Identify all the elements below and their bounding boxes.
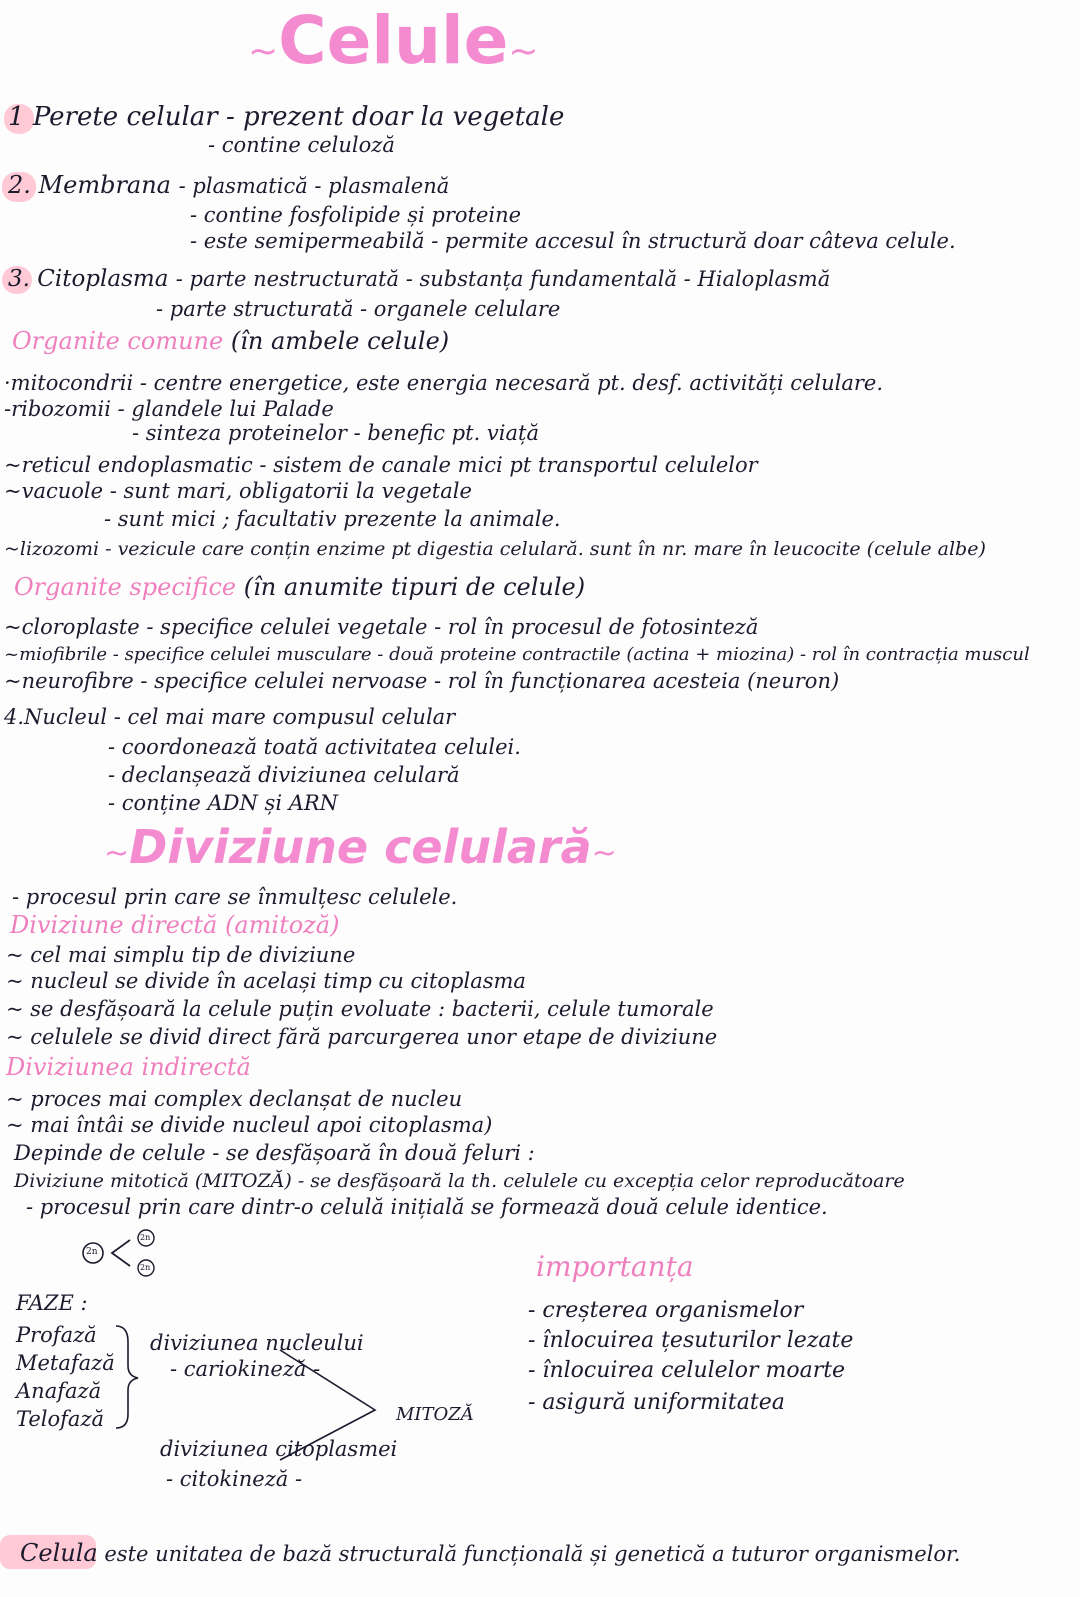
conclusion: Celula este unitatea de bază structurală funcțională și genetică a tuturor organismelor. [20,1539,961,1567]
conclusion-highlight: Celula [20,1539,98,1567]
diviziune-intro: - procesul prin care se înmulțesc celulele. [12,885,458,909]
child-cell-label: 2n [140,1263,151,1272]
importanta-item: - înlocuirea celulelor moarte [528,1358,846,1383]
cell-division-sketch [82,1226,172,1280]
faze-heading: FAZE : [16,1291,88,1315]
importanta-item: - înlocuirea țesuturilor lezate [528,1328,854,1353]
diviziunea-nucleului: diviziunea nucleului [150,1331,364,1355]
diviziunea-citoplasmei: diviziunea citoplasmei [160,1437,398,1461]
organite-specifice-item: ~miofibrile - specifice celulei musculare - două proteine contractile (actina + miozina) - rol în contracția muscul [4,644,1030,665]
faza-item: Metafază [16,1351,115,1375]
section-membrana: 2. Membrana - plasmatică - plasmalenă [8,171,450,199]
section-nucleul: 4.Nucleul - cel mai mare compusul celular [4,705,456,729]
organite-comune-item: -ribozomii - glandele lui Palade [4,397,334,421]
organite-comune-item: - sinteza proteinelor - benefic pt. viață [132,421,539,445]
diviziune-directa-heading: Diviziune directă (amitoză) [10,911,340,939]
diviziune-indirecta-heading: Diviziunea indirectă [6,1053,251,1081]
citoplasma-line-2: - parte structurată - organele celulare [156,297,561,321]
directa-item: ~ celulele se divid direct fără parcurgerea unor etape de diviziune [6,1025,718,1049]
section-perete-celular: 1 Perete celular - prezent doar la vegetale [8,102,565,132]
nucleul-line: - conține ADN și ARN [108,791,339,815]
organite-comune-item: ~lizozomi - vezicule care conțin enzime pt digestia celulară. sunt în nr. mare în leucocite (celule albe) [4,538,986,560]
section-citoplasma: 3. Citoplasma - parte nestructurată - substanța fundamentală - Hialoplasmă [8,266,831,292]
parent-cell-label: 2n [86,1247,98,1257]
page-title: ~Celule~ [248,2,539,79]
organite-specifice-item: ~cloroplaste - specifice celulei vegetale - rol în procesul de fotosinteză [4,615,759,639]
membrana-line-3: - este semipermeabilă - permite accesul în structură doar câteva celule. [190,229,956,253]
organite-specifice-heading: Organite specifice (în anumite tipuri de celule) [14,573,586,601]
citokineza: - citokineză - [166,1467,303,1491]
faza-item: Anafază [16,1379,102,1403]
faze-brace [112,1322,152,1432]
indirecta-item: ~ proces mai complex declanșat de nucleu [6,1087,463,1111]
organite-comune-item: ·mitocondrii - centre energetice, este energia necesară pt. desf. activități celulare. [4,371,884,395]
directa-item: ~ cel mai simplu tip de diviziune [6,943,356,967]
faza-item: Profază [16,1323,97,1347]
membrana-line-2: - contine fosfolipide și proteine [190,203,522,227]
mitoza-label: MITOZĂ [396,1404,474,1425]
importanta-heading: importanța [536,1250,694,1283]
subtitle: ~Diviziune celulară~ [104,820,617,874]
indirecta-item: - procesul prin care dintr-o celulă inițială se formează două celule identice. [26,1195,828,1219]
organite-specifice-item: ~neurofibre - specifice celulei nervoase - rol în funcționarea acesteia (neuron) [4,669,840,693]
organite-comune-heading: Organite comune (în ambele celule) [12,327,450,355]
importanta-item: - asigură uniformitatea [528,1390,785,1415]
cariokineza: - cariokineză - [170,1357,321,1381]
organite-comune-item: ~reticul endoplasmatic - sistem de canale mici pt transportul celulelor [4,453,758,477]
directa-item: ~ se desfășoară la celule puțin evoluate : bacterii, celule tumorale [6,997,714,1021]
perete-line-2: - contine celuloză [208,133,395,157]
indirecta-item: ~ mai întâi se divide nucleul apoi citoplasma) [6,1113,493,1137]
directa-item: ~ nucleul se divide în același timp cu citoplasma [6,969,526,993]
indirecta-item: Diviziune mitotică (MITOZĂ) - se desfășoară la th. celulele cu excepția celor reproducătoare [14,1170,905,1192]
faza-item: Telofază [16,1407,105,1431]
importanta-item: - creșterea organismelor [528,1298,804,1323]
child-cell-label: 2n [140,1233,151,1242]
organite-comune-item: ~vacuole - sunt mari, obligatorii la vegetale [4,479,472,503]
indirecta-item: Depinde de celule - se desfășoară în două feluri : [14,1141,535,1165]
organite-comune-item: - sunt mici ; facultativ prezente la animale. [104,507,561,531]
nucleul-line: - declanșează diviziunea celulară [108,763,460,787]
nucleul-line: - coordonează toată activitatea celulei. [108,735,521,759]
